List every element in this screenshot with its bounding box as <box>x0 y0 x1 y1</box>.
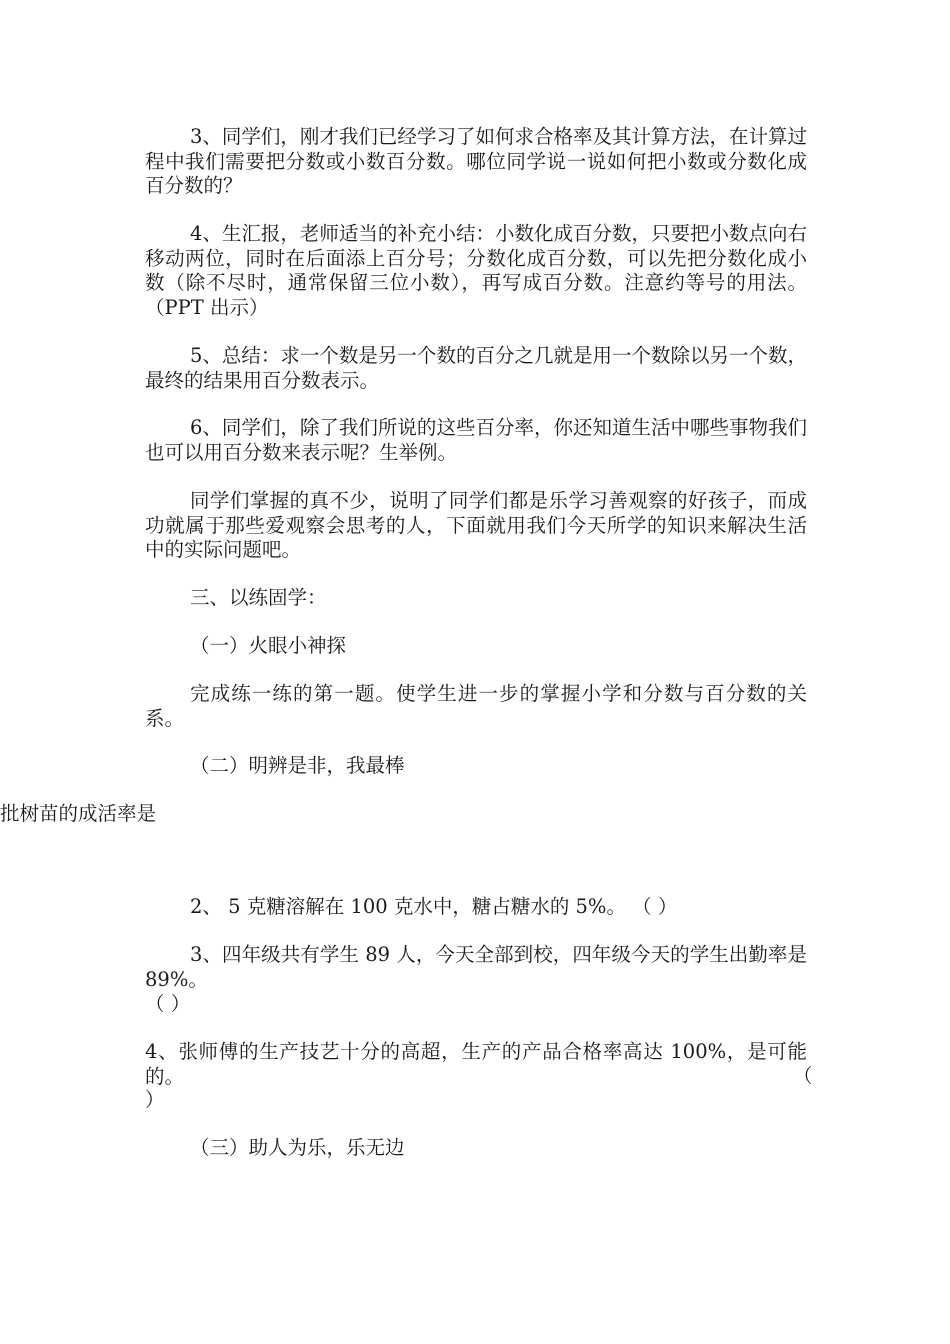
question-4: 4、张师傅的生产技艺十分的高超，生产的产品合格率高达 100%，是可能的。 <box>145 1040 807 1088</box>
question-4-paren-close: ） <box>145 1088 165 1111</box>
paragraph-5: 5、总结：求一个数是另一个数的百分之几就是用一个数除以另一个数，最终的结果用百分数表示。 <box>145 344 807 392</box>
question-3: 3、四年级共有学生 89 人，今天全部到校，四年级今天的学生出勤率是 89%。 <box>145 943 807 991</box>
paragraph-6: 6、同学们，除了我们所说的这些百分率，你还知道生活中哪些事物我们也可以用百分数来表示呢？生举例。 <box>145 416 807 464</box>
part1-text: 完成练一练的第一题。使学生进一步的掌握小学和分数与百分数的关系。 <box>145 682 807 730</box>
part2-title: （二）明辨是非，我最棒 <box>190 754 405 777</box>
section-heading: 三、以练固学： <box>190 586 327 609</box>
question-3-answer-paren: （ ） <box>145 992 191 1015</box>
question-2: 2、 5 克糖溶解在 100 克水中，糖占糖水的 5%。 （ ） <box>190 895 678 918</box>
question-fragment: 批树苗的成活率是 <box>0 802 157 825</box>
paragraph-7: 同学们掌握的真不少，说明了同学们都是乐学习善观察的好孩子，而成功就属于那些爱观察会思考的人，下面就用我们今天所学的知识来解决生活中的实际问题吧。 <box>145 489 807 561</box>
paragraph-4: 4、生汇报，老师适当的补充小结：小数化成百分数，只要把小数点向右移动两位，同时在后面添上百分号；分数化成百分数，可以先把分数化成小数（除不尽时，通常保留三位小数），再写成百分数。注意约等号的用法。（PPT 出示） <box>145 222 807 319</box>
paragraph-3: 3、同学们，刚才我们已经学习了如何求合格率及其计算方法，在计算过程中我们需要把分数或小数百分数。哪位同学说一说如何把小数或分数化成百分数的？ <box>145 125 807 197</box>
part3-title: （三）助人为乐，乐无边 <box>190 1136 405 1159</box>
part1-title: （一）火眼小神探 <box>190 634 347 657</box>
question-4-paren-open: （ <box>793 1064 813 1087</box>
